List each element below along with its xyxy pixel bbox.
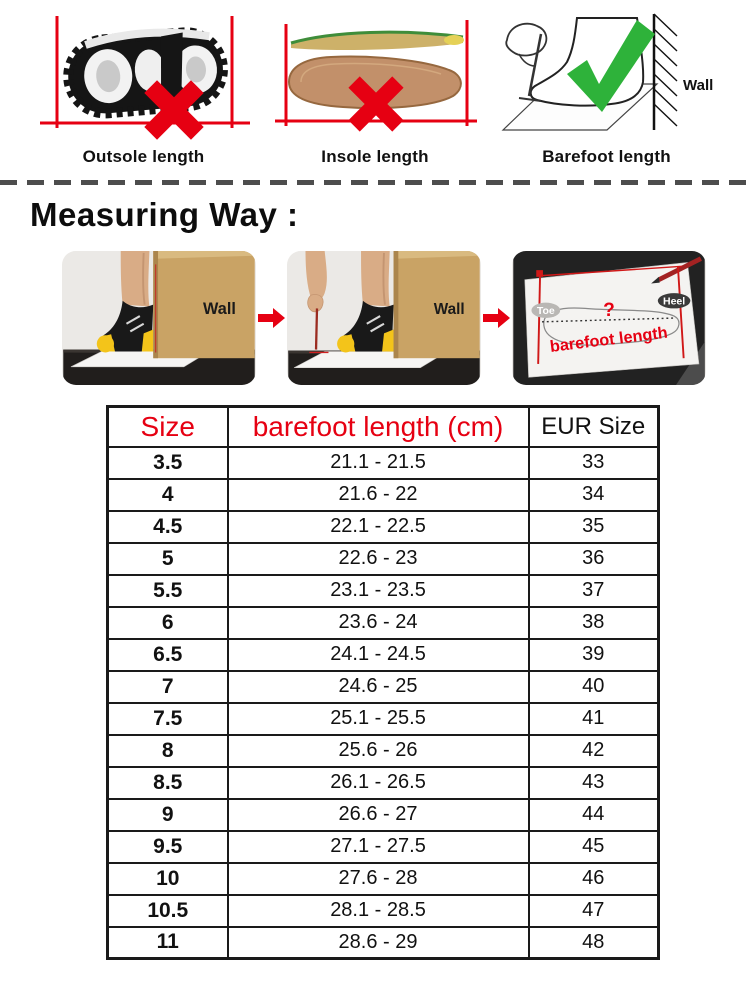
method-barefoot: [489, 10, 724, 167]
size-table: [106, 405, 660, 960]
eur-cell: 37: [529, 575, 659, 607]
method-outsole: [26, 10, 261, 167]
insole-side-view: [291, 32, 464, 50]
size-cell: 5.5: [108, 575, 228, 607]
table-header-row: [108, 407, 659, 447]
eur-cell: 33: [529, 447, 659, 479]
photo-step-1: [62, 251, 256, 385]
size-cell: 7: [108, 671, 228, 703]
photo-step-3: [512, 251, 706, 385]
section-heading: Measuring Way :: [30, 196, 299, 233]
length-cell: 26.1 - 26.5: [228, 767, 529, 799]
question-mark-label: ?: [603, 300, 615, 322]
measure-methods-row: [26, 10, 724, 167]
size-cell: 8.5: [108, 767, 228, 799]
size-cell: 6.5: [108, 639, 228, 671]
header-length: barefoot length (cm): [228, 407, 529, 447]
size-cell: 7.5: [108, 703, 228, 735]
outsole-illustration: [26, 10, 261, 145]
length-cell: 27.1 - 27.5: [228, 831, 529, 863]
wall-label: Wall: [433, 301, 465, 319]
length-cell: 21.6 - 22: [228, 479, 529, 511]
size-cell: 9: [108, 799, 228, 831]
length-cell: 21.1 - 21.5: [228, 447, 529, 479]
eur-cell: 39: [529, 639, 659, 671]
method-insole: [273, 10, 478, 167]
length-cell: 24.1 - 24.5: [228, 639, 529, 671]
size-cell: 9.5: [108, 831, 228, 863]
eur-cell: 38: [529, 607, 659, 639]
table-row: [108, 575, 659, 607]
measuring-steps-row: [62, 251, 706, 385]
size-cell: 6: [108, 607, 228, 639]
photo-step-2: [287, 251, 481, 385]
length-cell: 25.1 - 25.5: [228, 703, 529, 735]
leg: [361, 251, 390, 307]
table-row: [108, 895, 659, 927]
size-cell: 11: [108, 927, 228, 959]
table-row: [108, 767, 659, 799]
eur-cell: 35: [529, 511, 659, 543]
length-cell: 25.6 - 26: [228, 735, 529, 767]
length-cell: 22.6 - 23: [228, 543, 529, 575]
method-caption: Outsole length: [82, 147, 205, 166]
table-row: [108, 479, 659, 511]
eur-cell: 47: [529, 895, 659, 927]
size-table-body: [108, 447, 659, 959]
size-cell: 10: [108, 863, 228, 895]
eur-cell: 44: [529, 799, 659, 831]
eur-cell: 42: [529, 735, 659, 767]
wall-hatch: [654, 14, 677, 130]
length-cell: 23.6 - 24: [228, 607, 529, 639]
size-cell: 4.5: [108, 511, 228, 543]
eur-cell: 43: [529, 767, 659, 799]
size-cell: 3.5: [108, 447, 228, 479]
eur-cell: 34: [529, 479, 659, 511]
length-cell: 24.6 - 25: [228, 671, 529, 703]
table-row: [108, 543, 659, 575]
barefoot-illustration: [489, 10, 724, 145]
table-row: [108, 447, 659, 479]
method-caption: Barefoot length: [542, 147, 671, 166]
table-row: [108, 799, 659, 831]
header-size: Size: [108, 407, 228, 447]
wall-label: Wall: [683, 77, 714, 94]
length-cell: 28.6 - 29: [228, 927, 529, 959]
size-cell: 5: [108, 543, 228, 575]
length-cell: 23.1 - 23.5: [228, 575, 529, 607]
table-row: [108, 607, 659, 639]
table-row: [108, 831, 659, 863]
size-cell: 10.5: [108, 895, 228, 927]
shoe-outsole: [65, 27, 226, 117]
size-cell: 8: [108, 735, 228, 767]
dashed-divider: [0, 180, 750, 185]
eur-cell: 40: [529, 671, 659, 703]
header-eur: EUR Size: [529, 407, 659, 447]
eur-cell: 45: [529, 831, 659, 863]
table-row: [108, 735, 659, 767]
eur-cell: 48: [529, 927, 659, 959]
eur-cell: 46: [529, 863, 659, 895]
length-cell: 27.6 - 28: [228, 863, 529, 895]
size-cell: 4: [108, 479, 228, 511]
table-row: [108, 511, 659, 543]
length-cell: 26.6 - 27: [228, 799, 529, 831]
length-cell: 22.1 - 22.5: [228, 511, 529, 543]
table-row: [108, 703, 659, 735]
barefoot-length-label: barefoot length: [548, 323, 669, 356]
method-caption: Insole length: [321, 147, 429, 166]
table-row: [108, 671, 659, 703]
table-row: [108, 927, 659, 959]
length-cell: 28.1 - 28.5: [228, 895, 529, 927]
table-row: [108, 639, 659, 671]
right-arrow-icon: [483, 308, 510, 328]
table-row: [108, 863, 659, 895]
right-arrow-icon: [258, 308, 285, 328]
leg: [121, 251, 150, 307]
wall-label: Wall: [203, 300, 236, 319]
eur-cell: 41: [529, 703, 659, 735]
heel-label: Heel: [662, 295, 686, 308]
insole-illustration: [273, 10, 478, 145]
eur-cell: 36: [529, 543, 659, 575]
toe-label: Toe: [536, 305, 555, 318]
